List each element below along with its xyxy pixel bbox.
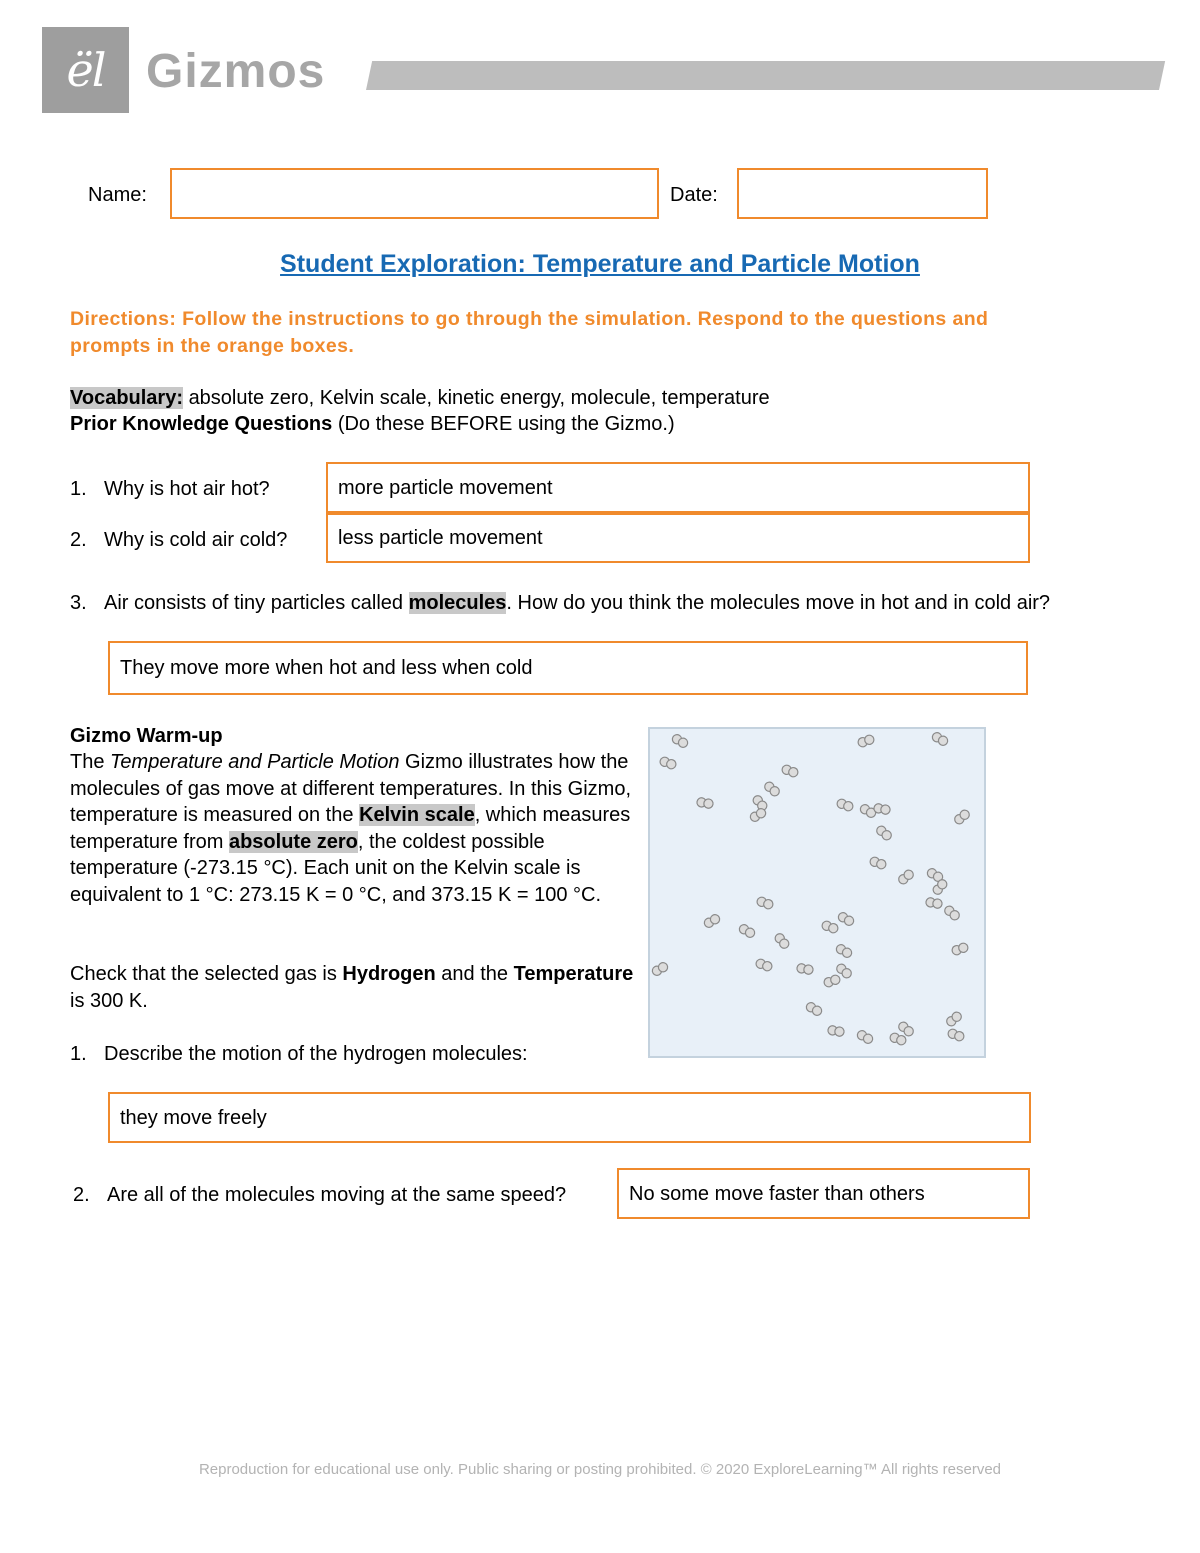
pk-question-1 bbox=[70, 476, 270, 503]
hydrogen-term: Hydrogen bbox=[342, 963, 436, 985]
hydrogen-molecule-18 bbox=[931, 878, 948, 896]
warmup-p1-text-a: The bbox=[70, 751, 105, 773]
hydrogen-molecule-29 bbox=[651, 961, 670, 977]
warmup-paragraph-2 bbox=[70, 961, 642, 1014]
pk-q3-text: Air consists of tiny particles called bbox=[104, 592, 404, 614]
hydrogen-molecule-31 bbox=[796, 963, 814, 975]
hydrogen-molecule-36 bbox=[947, 1028, 965, 1042]
prior-knowledge-line bbox=[70, 411, 1150, 438]
pk-question-3 bbox=[70, 590, 1170, 617]
warmup-p1-text-d: , the coldest possible temperature (-273.15 °C). Each unit on the Kelvin scale is equivalent to 1 °C: 273.15 K = 0 °C, and 373.15 K = 100 °C. bbox=[70, 830, 602, 906]
hydrogen-molecule-27 bbox=[951, 942, 969, 956]
pk-q2-text: Why is cold air cold? bbox=[104, 529, 288, 551]
hydrogen-molecules-illustration bbox=[650, 729, 984, 1056]
hydrogen-molecule-22 bbox=[703, 913, 722, 929]
vocabulary-terms: absolute zero, Kelvin scale, kinetic energy, molecule, temperature bbox=[188, 387, 770, 409]
warmup-p2-text-b: and the bbox=[441, 963, 509, 985]
pk-q1-answer[interactable]: more particle movement bbox=[326, 462, 1030, 513]
hydrogen-molecule-39 bbox=[897, 1020, 915, 1037]
warmup-p2-text-c: is 300 K. bbox=[70, 989, 148, 1012]
hydrogen-molecule-19 bbox=[925, 897, 943, 909]
date-field[interactable] bbox=[737, 168, 988, 219]
warmup-p2-text-a: Check that the selected gas is bbox=[70, 963, 337, 985]
hydrogen-molecule-28 bbox=[835, 943, 854, 959]
hydrogen-molecule-35 bbox=[945, 1010, 963, 1027]
pk-q2-number: 2. bbox=[70, 529, 87, 551]
pk-question-2 bbox=[70, 527, 287, 554]
pk-q3-text-end: . How do you think the molecules move in hot and in cold air? bbox=[506, 592, 1051, 614]
wu-q1-number: 1. bbox=[70, 1043, 87, 1065]
hydrogen-molecule-4 bbox=[659, 756, 677, 770]
warmup-p1-text-b: Gizmo illustrates how the molecules of gas move at different temperatures. In this Gizmo, temperature is measured on the bbox=[70, 751, 631, 826]
pk-q1-text: Why is hot air hot? bbox=[104, 478, 270, 500]
prior-knowledge-heading: Prior Knowledge Questions bbox=[70, 413, 333, 435]
prior-knowledge-note: (Do these BEFORE using the Gizmo.) bbox=[337, 413, 675, 435]
pk-q2-answer[interactable]: less particle movement bbox=[326, 513, 1030, 563]
hydrogen-molecule-15 bbox=[869, 856, 887, 870]
hydrogen-molecule-24 bbox=[773, 932, 790, 950]
wu-q1-answer[interactable]: they move freely bbox=[108, 1092, 1031, 1143]
hydrogen-molecule-5 bbox=[781, 764, 799, 778]
warmup-p1-text-c: , which measures temperature from bbox=[70, 804, 631, 853]
footer-copyright: Reproduction for educational use only. Public sharing or posting prohibited. © 2020 ExploreLearning™ All rights reserved bbox=[198, 1461, 1002, 1478]
kelvin-scale-term: Kelvin scale bbox=[359, 804, 475, 826]
hydrogen-molecule-14 bbox=[875, 824, 893, 841]
wu-q2-answer[interactable]: No some move faster than others bbox=[617, 1168, 1030, 1219]
hydrogen-molecule-6 bbox=[763, 780, 781, 797]
warmup-paragraph-1 bbox=[70, 749, 642, 908]
hydrogen-molecule-1 bbox=[671, 733, 690, 749]
hydrogen-molecule-26 bbox=[837, 911, 856, 927]
pk-q3-number: 3. bbox=[70, 592, 87, 614]
explorelearning-logo: ël bbox=[42, 27, 129, 113]
page-title: Student Exploration: Temperature and Particle Motion bbox=[280, 250, 920, 278]
hydrogen-molecule-34 bbox=[805, 1001, 824, 1017]
hydrogen-molecule-3 bbox=[931, 731, 950, 747]
hydrogen-molecule-2 bbox=[857, 734, 875, 748]
vocabulary-label: Vocabulary: bbox=[70, 387, 183, 409]
hydrogen-molecule-13 bbox=[953, 808, 971, 825]
absolute-zero-term: absolute zero bbox=[228, 830, 358, 853]
hydrogen-molecule-21 bbox=[756, 896, 774, 910]
warmup-heading: Gizmo Warm-up bbox=[70, 725, 223, 747]
temperature-term: Temperature bbox=[513, 963, 634, 985]
hydrogen-molecule-30 bbox=[755, 958, 773, 972]
gizmo-simulation-image bbox=[648, 727, 986, 1058]
hydrogen-molecule-7 bbox=[696, 797, 714, 809]
hydrogen-molecule-20 bbox=[943, 904, 961, 921]
pk-q1-number: 1. bbox=[70, 478, 87, 500]
warmup-question-1 bbox=[70, 1041, 528, 1068]
vocabulary-line bbox=[70, 385, 1150, 412]
name-field[interactable] bbox=[170, 168, 659, 219]
gizmos-brand: Gizmos bbox=[146, 45, 326, 98]
pk-q3-term: molecules bbox=[408, 592, 507, 614]
name-label: Name: bbox=[88, 184, 147, 206]
wu-q1-text: Describe the motion of the hydrogen molecules: bbox=[104, 1043, 528, 1065]
hydrogen-molecule-37 bbox=[827, 1025, 845, 1037]
date-label: Date: bbox=[670, 184, 718, 206]
warmup-question-2 bbox=[73, 1182, 566, 1209]
wu-q2-text: Are all of the molecules moving at the same speed? bbox=[107, 1184, 567, 1206]
hydrogen-molecule-25 bbox=[821, 920, 839, 934]
hydrogen-molecule-16 bbox=[897, 868, 915, 885]
hydrogen-molecule-38 bbox=[856, 1029, 875, 1045]
directions-text: Directions: Follow the instructions to go through the simulation. Respond to the questions and prompts in the orange boxes. bbox=[70, 308, 989, 357]
wu-q2-number: 2. bbox=[73, 1184, 90, 1206]
hydrogen-molecule-33 bbox=[823, 974, 841, 988]
hydrogen-molecule-10 bbox=[836, 798, 854, 812]
warmup-p1-gizmo-name: Temperature and Particle Motion bbox=[110, 751, 400, 773]
hydrogen-molecule-23 bbox=[738, 923, 757, 939]
pk-q3-answer[interactable]: They move more when hot and less when cold bbox=[108, 641, 1028, 695]
header-bar bbox=[366, 61, 1165, 90]
